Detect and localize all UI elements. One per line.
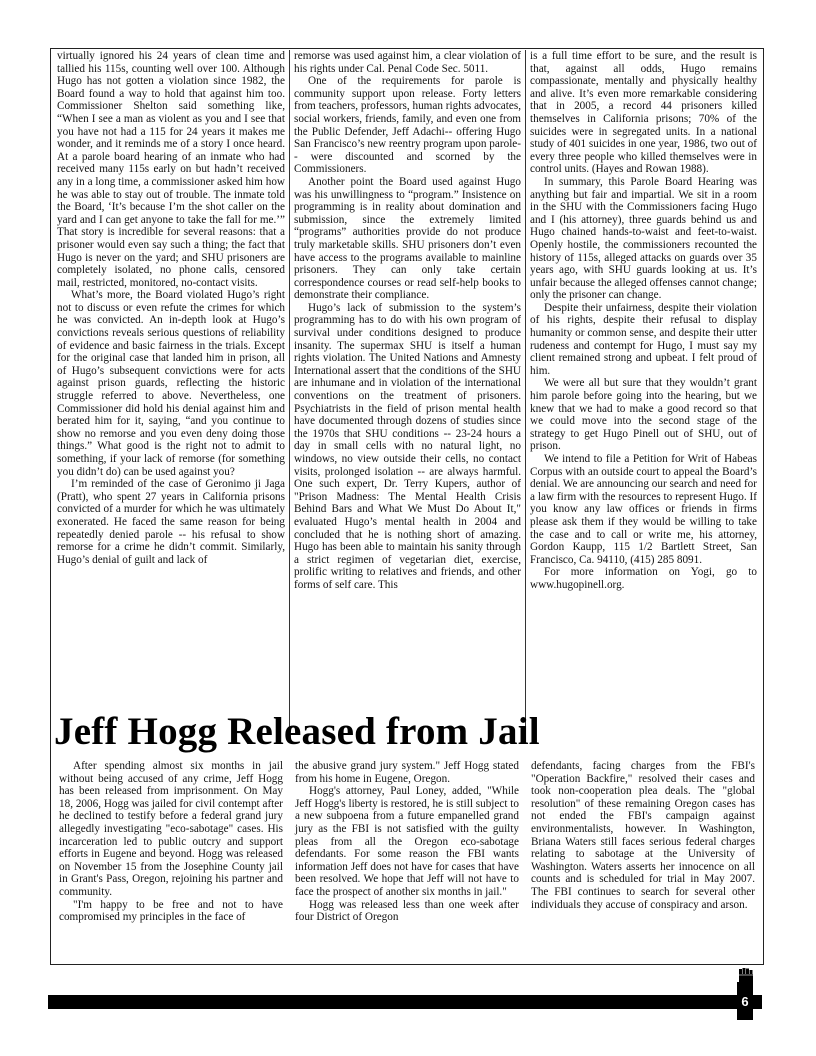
paragraph: Despite their unfairness, despite their violation of his rights, despite their refusal to display humanity or common sense, and despite their utter rudeness and contempt for Hugo, I must say my client remained strong and upbeat. I felt proud of him. bbox=[530, 301, 757, 377]
paragraph: defendants, facing charges from the FBI's "Operation Backfire," resolved their cases and took non-cooperation plea deals. The "global resolution" of these remaining Oregon cases has not ended the FBI's campaign against environmentalists, however. In Washington, Briana Waters still faces serious federal charges relating to sabotage at the University of Washington. Waters asserts her innocence on all counts and is scheduled for trial in May 2007. The FBI continues to search for several other individuals they accuse of conspiracy and arson. bbox=[531, 760, 755, 911]
hogg-column-1 bbox=[53, 760, 289, 960]
article-column-2 bbox=[289, 50, 525, 735]
page-number: 6 bbox=[741, 994, 749, 1009]
hogg-column-2 bbox=[289, 760, 525, 960]
hogg-column-3 bbox=[525, 760, 761, 960]
article-column-1 bbox=[53, 50, 289, 735]
paragraph: We intend to file a Petition for Writ of Habeas Corpus with an outside court to appeal the Board’s denial. We are announcing our search and need for a law firm with the resources to represent Hugo. If you know any law offices or friends in firms please ask them if they would be willing to take the case and to call or write me, his attorney, Gordon Kaupp, 115 1/2 Bartlett Street, San Francisco, Ca. 94110, (415) 285 8091. bbox=[530, 453, 757, 566]
paragraph: What’s more, the Board violated Hugo’s right not to discuss or even refute the crimes for which he was convicted. An in-depth look at Hugo’s convictions reveals serious questions of reliability of evidence and basic fairness in the trials. Except for the original case that landed him in prison, all of Hugo’s subsequent convictions were for acts against prison guards, reflecting the historic struggle referred to above. Nevertheless, one Commissioner did hold his denial against him and berated him for it, saying, “and you continue to show no remorse and you even deny doing those things.” What good is the right not to admit to something, if your lack of remorse (for something you didn’t do) can be used against you? bbox=[57, 289, 285, 478]
paragraph: is a full time effort to be sure, and the result is that, against all odds, Hugo remains compassionate, mentally and physically healthy and alive. It’s even more remarkable considering that in 2005, a record 44 prisoners killed themselves in California prisons; 70% of the suicides were in segregated units. In a national study of 401 suicides in one year, 1986, two out of every three people who killed themselves were in control units. (Hayes and Rowan 1988). bbox=[530, 50, 757, 176]
paragraph: One of the requirements for parole is community support upon release. Forty letters from teachers, professors, human rights advocates, social workers, friends, family, and even one from the Public Defender, Jeff Adachi-- offering Hugo San Francisco’s new reentry program upon parole-- were discounted and scorned by the Commissioners. bbox=[294, 75, 521, 176]
article-headline: Jeff Hogg Released from Jail bbox=[54, 710, 540, 753]
paragraph: Another point the Board used against Hugo was his unwillingness to “program.” Insistence on programming is in reality about domination and submission, since the extremely limited “programs” authorities provide do not produce truly marketable skills. SHU prisoners don’t even have access to the programs available to mainline prisoners. They can only take certain correspondence courses or read self-help books to demonstrate their compliance. bbox=[294, 175, 521, 302]
article-column-3 bbox=[525, 50, 761, 735]
paragraph: For more information on Yogi, go to www.hugopinell.org. bbox=[530, 566, 757, 591]
article-continuation bbox=[53, 50, 763, 735]
paragraph: In summary, this Parole Board Hearing was anything but fair and impartial. We sit in a room in the SHU with the Commissioners facing Hugo and I (his attorney), three guards behind us and Hugo chained hands-to-waist and feet-to-waist. Openly hostile, the commissioners recounted the history of 115s, alleged attacks on guards over 35 years ago, with SHU guards looking at us. It’s unfair because the alleged offenses cannot change; only the prisoner can change. bbox=[530, 175, 757, 302]
paragraph: After spending almost six months in jail without being accused of any crime, Jeff Hogg has been released from imprisonment. On May 18, 2006, Hogg was jailed for civil contempt after he declined to testify before a federal grand jury allegedly investigating "eco-sabotage" cases. His incarceration led to public outcry and support efforts in Eugene and beyond. Hogg was released on November 15 from the Josephine County jail in Grant's Pass, Oregon, rejoining his partner and community. bbox=[59, 760, 283, 898]
paragraph: "I'm happy to be free and not to have compromised my principles in the face of bbox=[59, 898, 283, 924]
paragraph: I’m reminded of the case of Geronimo ji Jaga (Pratt), who spent 27 years in California prisons convicted of a murder for which he was ultimately exonerated. He faced the same reason for being repeatedly denied parole -- his refusal to show remorse for a crime he didn’t commit. Similarly, Hugo’s denial of guilt and lack of bbox=[57, 478, 285, 566]
page-number-badge bbox=[728, 968, 762, 1020]
paragraph: Hogg's attorney, Paul Loney, added, "While Jeff Hogg's liberty is restored, he is still subject to a new subpoena from a future empanelled grand jury as the FBI is not satisfied with the guilty pleas from all the Oregon eco-sabotage defendants. For some reason the FBI wants information Jeff does not have for cases that have been resolved. We hope that Jeff will not have to face the prospect of another six months in jail." bbox=[295, 785, 519, 898]
paragraph: Hugo’s lack of submission to the system’s programming has to do with his own program of survival under conditions designed to produce insanity. The supermax SHU is itself a human rights violation. The United Nations and Amnesty International assert that the conditions of the SHU are inhumane and in violation of the international conventions on the treatment of prisoners. Psychiatrists in the field of prison mental health have documented through dozens of studies since the 1970s that SHU conditions -- 23-24 hours a day in small cells with no natural light, no windows, no view outside their cells, no contact visits, prolonged isolation -- are always harmful. One such expert, Dr. Terry Kupers, author of "Prison Madness: The Mental Health Crisis Behind Bars and What We Must Do About It," evaluated Hugo’s mental health in 2004 and concluded that he is nothing short of amazing. Hugo has been able to maintain his sanity through a strict regimen of vegetarian diet, exercise, prolific writing to relatives and friends, and other forms of self care. This bbox=[294, 301, 521, 591]
paragraph: the abusive grand jury system." Jeff Hogg stated from his home in Eugene, Oregon. bbox=[295, 760, 519, 785]
footer-bar bbox=[48, 995, 738, 1009]
paragraph: Hogg was released less than one week after four District of Oregon bbox=[295, 898, 519, 924]
hogg-article bbox=[53, 760, 763, 960]
paragraph: We were all but sure that they wouldn’t grant him parole before going into the hearing, but we knew that we had to make a good record so that we could move into the second stage of the strategy to get Hugo Pinell out of SHU, out of prison. bbox=[530, 377, 757, 453]
paragraph: virtually ignored his 24 years of clean time and tallied his 115s, counting well over 100. Although Hugo has not gotten a violation since 1982, the Board found a way to hold that against him too. Commissioner Shelton said something like, “When I see a man as violent as you and I see that you have not had a 115 for 24 years it makes me wonder, and it reminds me of a story I once heard. At a parole board hearing of an inmate who had received many 115s early on but hadn’t received any in a long time, a commissioner asked him how he was able to stay out of trouble. The inmate told the Board, ‘It’s because I’m the shot caller on the yard and I can get anyone to take the fall for me.’” That story is incredible for several reasons: that a prisoner would even say such a thing; the fact that Hugo is never on the yard; and SHU prisoners are completely isolated, no phone calls, censored mail, restricted, monitored, no-contact visits. bbox=[57, 50, 285, 289]
paragraph: remorse was used against him, a clear violation of his rights under Cal. Penal Code Sec. 5011. bbox=[294, 50, 521, 75]
